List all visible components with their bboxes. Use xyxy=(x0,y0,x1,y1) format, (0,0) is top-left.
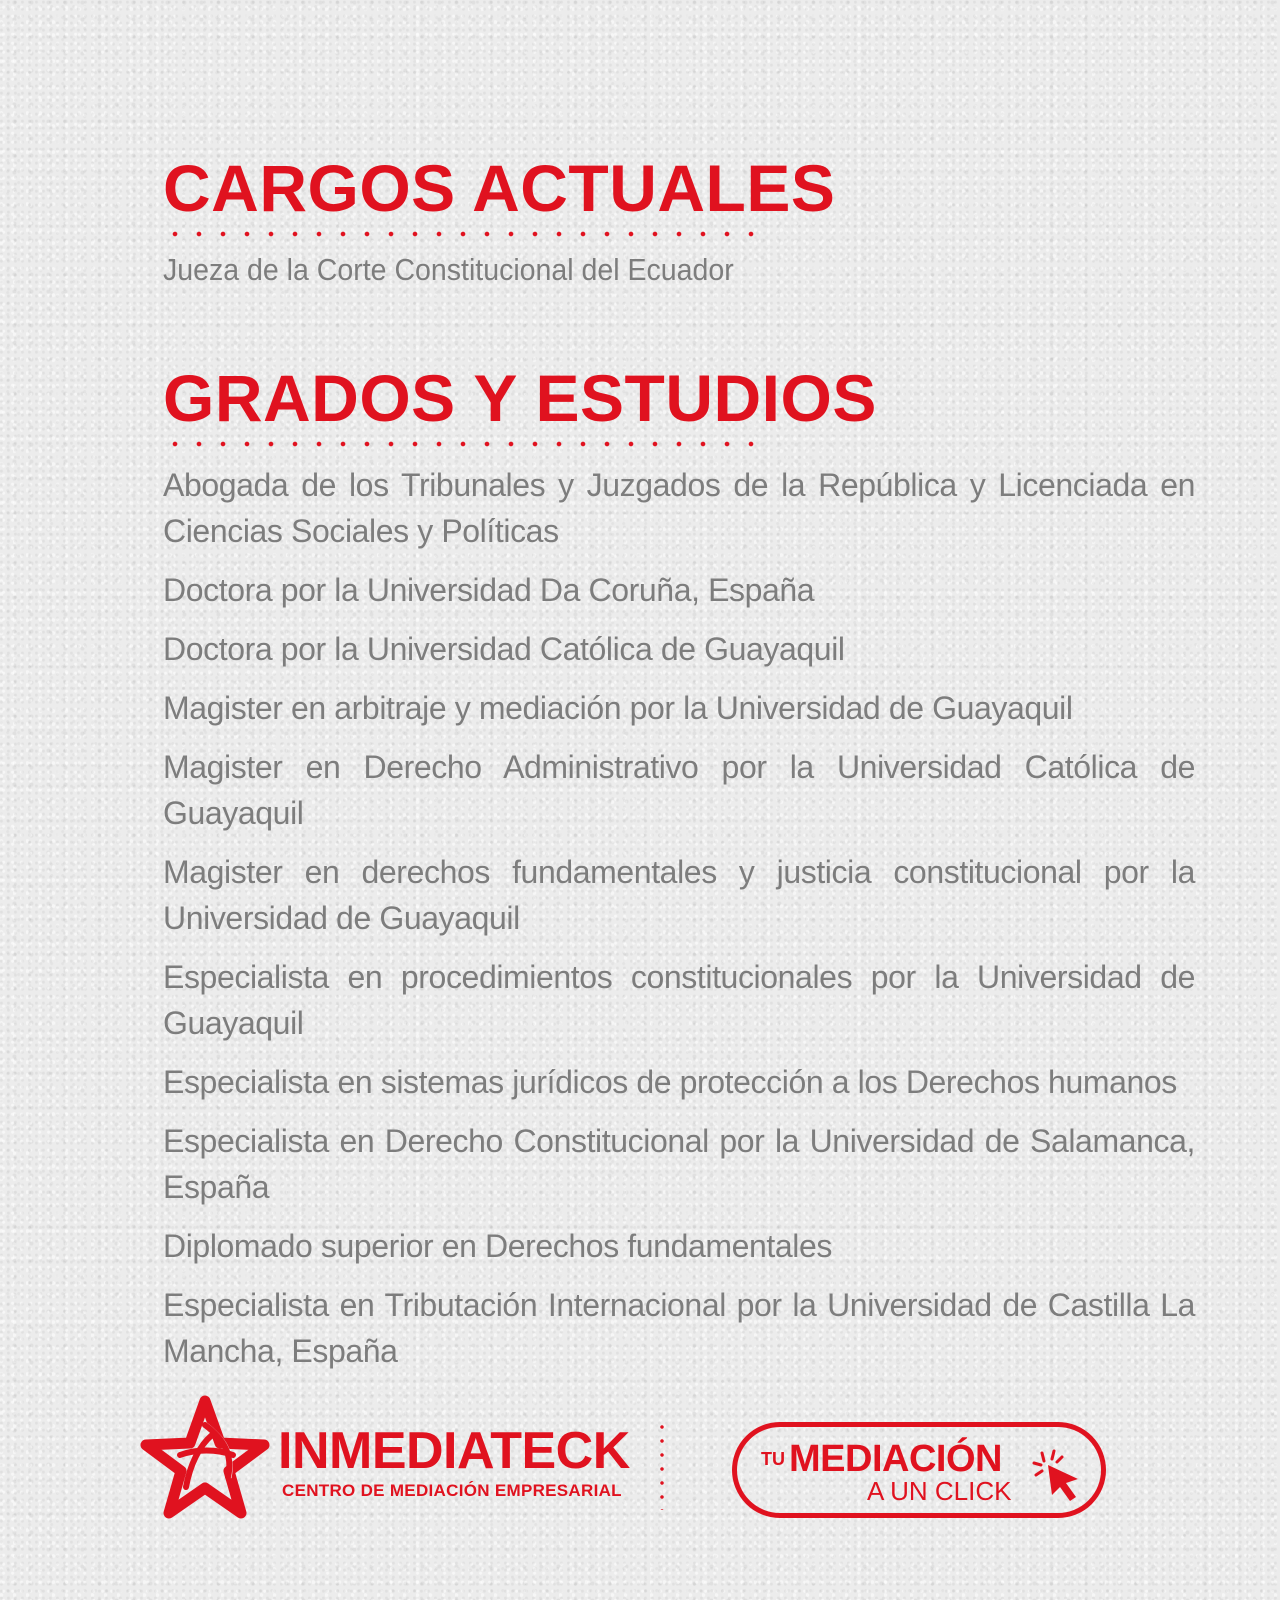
section-title-cargos: CARGOS ACTUALES xyxy=(163,151,836,225)
main-content xyxy=(163,150,1195,1387)
list-item: Especialista en procedimientos constitucionales por la Universidad de Guayaquil xyxy=(163,959,1195,1041)
badge-main-text: MEDIACIÓN xyxy=(789,1438,1002,1480)
section-title-grados: GRADOS Y ESTUDIOS xyxy=(163,361,877,435)
list-item: Especialista en sistemas jurídicos de protección a los Derechos humanos xyxy=(163,1064,1177,1100)
list-item: Especialista en Tributación Internacional por la Universidad de Castilla La Mancha, España xyxy=(163,1287,1195,1369)
dotted-divider xyxy=(163,230,763,238)
badge-prefix: TU xyxy=(761,1449,785,1469)
list-item: Magister en Derecho Administrativo por la Universidad Católica de Guayaquil xyxy=(163,749,1195,831)
footer-divider xyxy=(660,1420,664,1510)
section-grados xyxy=(163,360,1195,1374)
list-item: Magister en derechos fundamentales y justicia constitucional por la Universidad de Guayaquil xyxy=(163,854,1195,936)
cargo-item: Jueza de la Corte Constitucional del Ecuador xyxy=(163,252,734,287)
list-item: Magister en arbitraje y mediación por la Universidad de Guayaquil xyxy=(163,690,1073,726)
list-item: Diplomado superior en Derechos fundamentales xyxy=(163,1228,833,1264)
dotted-divider xyxy=(163,440,763,448)
list-item: Doctora por la Universidad Da Coruña, España xyxy=(163,572,815,608)
brand-name: INMEDIATECK xyxy=(278,1422,630,1480)
brand-subtitle: CENTRO DE MEDIACIÓN EMPRESARIAL xyxy=(282,1481,622,1500)
list-item: Abogada de los Tribunales y Juzgados de la República y Licenciada en Ciencias Sociales y Políticas xyxy=(163,467,1195,549)
list-item: Doctora por la Universidad Católica de Guayaquil xyxy=(163,631,845,667)
cursor-click-icon xyxy=(1032,1449,1088,1505)
mediation-badge xyxy=(732,1422,1106,1518)
studies-list xyxy=(163,462,1195,1374)
footer xyxy=(0,1388,1280,1528)
list-item: Especialista en Derecho Constitucional por la Universidad de Salamanca, España xyxy=(163,1123,1195,1205)
section-cargos xyxy=(163,150,1195,290)
star-knot-icon xyxy=(140,1393,270,1523)
inmediateck-logo xyxy=(140,1393,630,1523)
badge-sub-text: A UN CLICK xyxy=(867,1476,1012,1506)
